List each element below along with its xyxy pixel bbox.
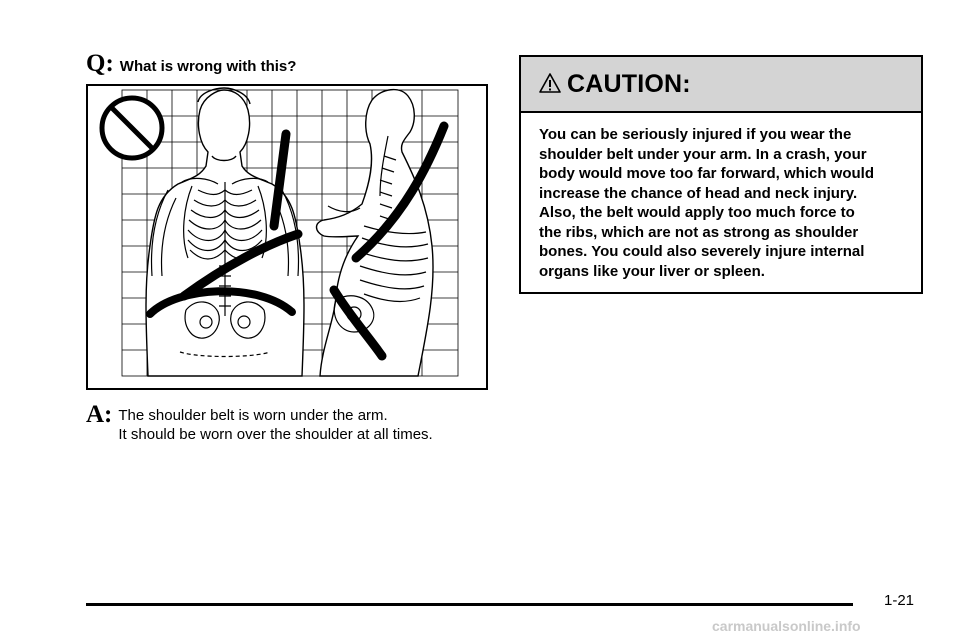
footer-rule	[86, 603, 853, 606]
question-text: What is wrong with this?	[119, 58, 297, 75]
caution-line: You can be seriously injured if you wear the	[539, 126, 852, 143]
caution-line: increase the chance of head and neck injury.	[539, 184, 858, 202]
prohibition-icon	[102, 98, 162, 158]
warning-triangle-icon	[539, 72, 561, 94]
watermark: carmanualsonline.info	[712, 618, 861, 634]
caution-title: CAUTION:	[567, 69, 691, 98]
answer-line: It should be worn over the shoulder at all times.	[118, 426, 433, 443]
caution-line: body would move too far forward, which would	[539, 165, 875, 182]
question-marker: Q:	[86, 50, 114, 77]
caution-text	[521, 113, 921, 281]
question-heading	[86, 50, 296, 78]
answer-block	[86, 402, 433, 444]
answer-text	[118, 402, 432, 444]
answer-line: The shoulder belt is worn under the arm.	[118, 407, 388, 424]
page-number: 1-21	[884, 592, 915, 609]
caution-line: organs like your liver or spleen.	[539, 262, 765, 280]
caution-line: Also, the belt would apply too much force to	[539, 204, 855, 221]
caution-line: bones. You could also severely injure internal	[539, 243, 865, 260]
side-skeleton	[317, 90, 434, 376]
caution-header	[521, 57, 921, 113]
front-skeleton	[146, 88, 304, 376]
answer-marker: A:	[86, 401, 113, 428]
caution-line: the ribs, which are not as strong as shoulder	[539, 223, 859, 241]
caution-line: shoulder belt under your arm. In a crash, your	[539, 145, 867, 163]
caution-box	[519, 55, 923, 294]
seatbelt-illustration	[86, 84, 488, 390]
